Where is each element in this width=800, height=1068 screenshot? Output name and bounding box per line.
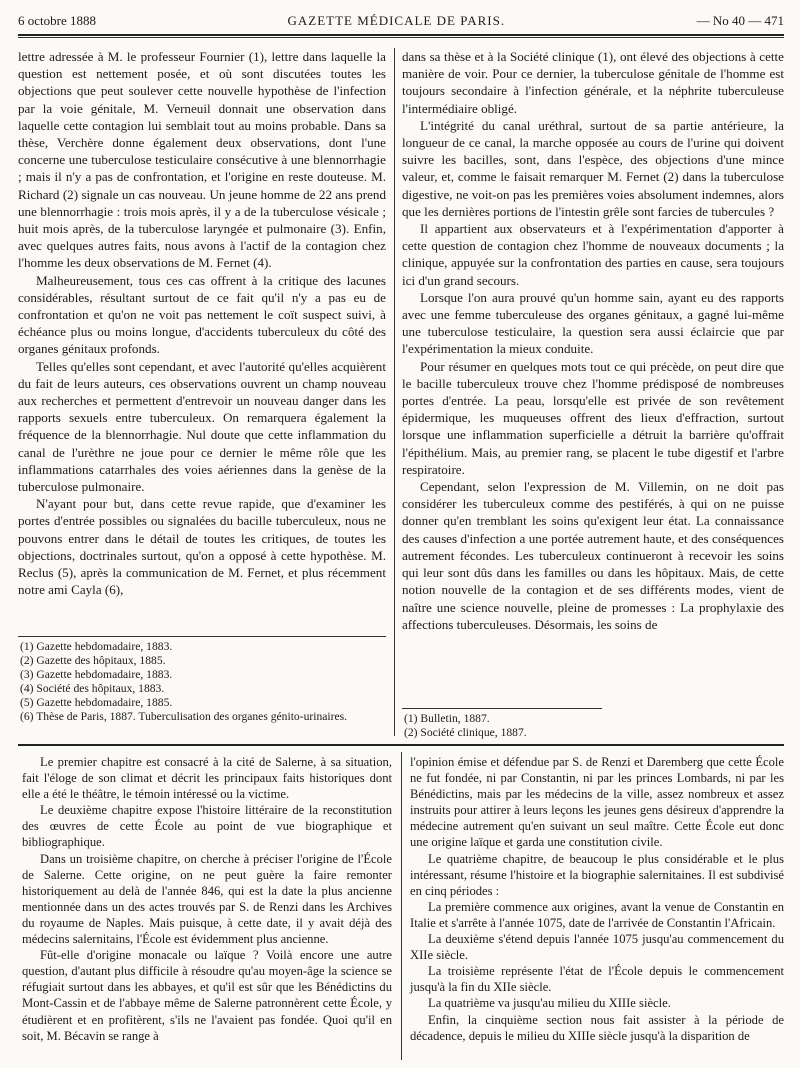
article-column-left	[18, 48, 386, 599]
section-rule	[18, 744, 784, 746]
paragraph: La quatrième va jusqu'au milieu du XIIIe siècle.	[428, 996, 671, 1011]
column-divider	[401, 752, 402, 1060]
header-page-number: — No 40 — 471	[696, 13, 784, 28]
paragraph: Il appartient aux observateurs et à l'expérimentation d'apporter à cette question de contagion chez l'homme de nouveaux documents ; la clinique, appuyée sur la confrontation des parties en cause, sera toujours ici d'un grand secours.	[402, 221, 784, 288]
review-column-left	[22, 754, 392, 1044]
paragraph: Dans un troisième chapitre, on cherche à préciser l'origine de l'École de Salerne. Cette origine, on ne peut guère la faire remonter historiquement au delà de l'année 846, qui est la date la plus ancienne mentionnée dans un des actes trouvés par S. de Renzi dans les Archives du royaume de Naples. Mais puisque, à cette date, il y avait déjà des médecins salernitains, l'École est évidemment plus ancienne.	[22, 851, 392, 947]
paragraph: Le quatrième chapitre, de beaucoup le plus considérable et le plus intéressant, résume l'histoire et la biographie salernitaines. Il est subdivisé en cinq périodes :	[410, 851, 784, 898]
footnotes-right	[402, 708, 602, 740]
paragraph: Lorsque l'on aura prouvé qu'un homme sain, ayant eu des rapports avec une femme tuberculeuse des organes génitaux, a gagné lui-même une tuberculose testiculaire, la question sera aussi éclaircie que par l'expérimentation la mieux conduite.	[402, 289, 784, 357]
footnote: (2) Gazette des hôpitaux, 1885.	[20, 654, 166, 667]
footnotes-left	[18, 636, 386, 724]
footnote: (6) Thèse de Paris, 1887. Tuberculisation des organes génito-urinaires.	[20, 710, 348, 723]
paragraph: Malheureusement, tous ces cas offrent à la critique des lacunes considérables, résultant surtout de ce fait qu'il n'y a pas eu de confrontation et qu'on ne voit pas nettement le coït suspect suivi, à échéance plus ou moins longue, d'accidents tuberculeux du côté des organes génitaux profonds.	[18, 272, 386, 357]
paragraph: La deuxième s'étend depuis l'année 1075 jusqu'au commencement du XIIe siècle.	[410, 932, 784, 963]
header-date: 6 octobre 1888	[18, 13, 96, 28]
footnote: (3) Gazette hebdomadaire, 1883.	[20, 668, 173, 681]
footnote: (4) Société des hôpitaux, 1883.	[20, 682, 165, 695]
paragraph: Cependant, selon l'expression de M. Villemin, on ne doit pas considérer les tuberculeux comme des pestiférés, à qui on ne puisse donner qu'en tremblant les soins qu'exigent leur état. La connaissance des causes d'infection a une portée autrement haute, et des conséquences autrement fécondes. Les tuberculeux continueront à recevoir les soins qui leur sont dûs dans les familles ou dans les hôpitaux. Mais, de cette notion nouvelle de la contagion et de ses différents modes, vient de naître une science nouvelle, pleine de promesses : La prophylaxie des affections tuberculeuses. Désormais, les soins de	[402, 479, 784, 632]
footnote: (1) Gazette hebdomadaire, 1883.	[20, 640, 173, 653]
page-header	[18, 8, 784, 36]
newspaper-page	[18, 8, 784, 1060]
paragraph: La troisième représente l'état de l'École depuis le commencement jusqu'à la fin du XIIe siècle.	[410, 964, 784, 995]
paragraph: l'opinion émise et défendue par S. de Renzi et Daremberg que cette École ne fut fondée, ni par Constantin, ni par les princes Lombards, ni par les Bénédictins, mais par les médecins de la ville, assez nombreux et assez instruits pour attirer à leurs leçons les jeunes gens désireux d'apprendre la médecine autrement qu'en suivant un seul maître. Cette École eut donc une origine laïque et garda une constitution civile.	[410, 755, 784, 850]
paragraph: N'ayant pour but, dans cette revue rapide, que d'examiner les portes d'entrée possibles ou signalées du bacille tuberculeux, nous ne pouvons entrer dans le détail de toutes les critiques, de toutes les objections, doctrinales surtout, qu'on a opposé à cette hypothèse. M. Reclus (5), après la communication de M. Fernet, et plus récemment notre ami Cayla (6),	[18, 496, 386, 598]
paragraph: Telles qu'elles sont cependant, et avec l'autorité qu'elles acquièrent du fait de leurs auteurs, ces observations ouvrent un champ nouveau aux recherches et permettent d'entrevoir un nouveau danger dans les rapports sexuels entre tuberculeux. On remarquera également la fréquence de la blennorrhagie. Nul doute que cette inflammation du canal de l'urèthre ne joue pour ce dernier le même rôle que les inflammations catarrhales des voies aériennes dans la genèse de la tuberculose pulmonaire.	[18, 358, 386, 495]
paragraph: Le deuxième chapitre expose l'histoire littéraire de la reconstitution des œuvres de cette École au point de vue biographique et bibliographique.	[22, 803, 392, 850]
paragraph: L'intégrité du canal uréthral, surtout de sa partie antérieure, la longueur de ce canal, la marche opposée au cours de l'urine qui doivent suivre les bacilles, sont, dans l'espèce, des objections d'une mince valeur, et, comme le faisait remarquer M. Fernet (2) dans la tuberculose digestive, ne voit-on pas les premières voies absolument indemnes, alors que les dernières portions de l'intestin grêle sont farcies de tubercules ?	[402, 117, 784, 219]
paragraph: Enfin, la cinquième section nous fait assister à la période de décadence, depuis le milieu du XIIIe siècle jusqu'à la disparition de	[410, 1012, 784, 1043]
footnote: (5) Gazette hebdomadaire, 1885.	[20, 696, 173, 709]
paragraph: Pour résumer en quelques mots tout ce qui précède, on peut dire que le bacille tuberculeux trouve chez l'homme prédisposé de nombreuses portes d'entrée. La peau, lorsqu'elle est privée de son revêtement épidermique, les muqueuses offrent des lieux d'effraction, surtout lorsque une inflammation superficielle a détruit la barrière qu'offrait l'épithélium. Mais, au premier rang, se placent le tube digestif et l'arbre respiratoire.	[402, 358, 784, 477]
article-column-right	[402, 48, 784, 633]
column-divider	[394, 48, 395, 736]
paragraph: dans sa thèse et à la Société clinique (1), ont élevé des objections à cette manière de voir. Pour ce dernier, la tuberculose génitale de l'homme est toujours secondaire à l'infection générale, et la néphrite tuberculeuse l'intermédiaire obligé.	[402, 49, 784, 116]
footnote: (1) Bulletin, 1887.	[404, 712, 490, 725]
header-title: GAZETTE MÉDICALE DE PARIS.	[287, 13, 506, 28]
paragraph: Le premier chapitre est consacré à la cité de Salerne, à sa situation, fait l'éloge de son climat et décrit les principaux faits historiques dont elle a été le théâtre, le témoin intéressé ou la victime.	[22, 755, 392, 802]
paragraph: lettre adressée à M. le professeur Fournier (1), lettre dans laquelle la question est nettement posée, et où sont discutées toutes les objections que peut soulever cette nouvelle hypothèse de l'infection par la voie génitale, M. Verneuil donnait une observation dans laquelle cette contagion lui semblait tout au moins probable. Dans sa thèse, Verchère donne également deux observations, dont l'une concerne une tuberculose testiculaire consécutive à une blennorrhagie ; mais il n'y a pas de confrontation, et l'origine en reste douteuse. M. Richard (2) signale un cas nouveau. Un jeune homme de 22 ans prend une blennorrhagie : trois mois après, il y a de la tuberculose vésicale ; huit mois après, de la tuberculose laryngée et pulmonaire (3). Enfin, avec quelques autres faits, nous avons à l'actif de la contagion chez l'homme les deux observations de M. Fernet (4).	[18, 49, 386, 271]
paragraph: La première commence aux origines, avant la venue de Constantin en Italie et s'arrête à l'année 1075, date de l'arrivée de Constantin l'Africain.	[410, 899, 784, 930]
paragraph: Fût-elle d'origine monacale ou laïque ? Voilà encore une autre question, d'autant plus difficile à résoudre qu'au moyen-âge la science se réfugiait surtout dans les abbayes, et qu'il est sûr que les Bénédictins du Mont-Cassin et de l'abbaye même de Salerne patronnèrent cette École, y étudièrent et en profitèrent, s'ils ne l'avaient pas fondée. Quoi qu'il en soit, M. Bécavin se range à	[22, 948, 392, 1043]
review-column-right	[410, 754, 784, 1044]
header-rule	[18, 37, 784, 38]
footnote: (2) Société clinique, 1887.	[404, 726, 527, 739]
